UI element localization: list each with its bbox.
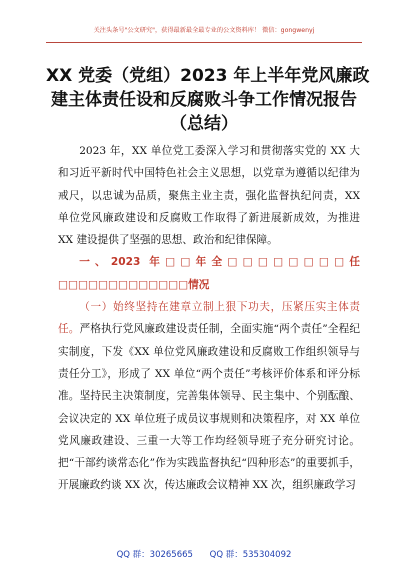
section-heading: 一、2023 年□□年全□□□□□□□□任□□□□□□□□□□□□□情况 [58, 256, 360, 291]
document-title [46, 64, 370, 136]
footer-qq-group-1: QQ 群：30265665 [116, 550, 193, 560]
footer-qq-group-2: QQ 群：535304092 [209, 550, 292, 560]
section-paragraph [58, 296, 360, 497]
header-divider [46, 42, 362, 43]
footer [0, 548, 408, 560]
intro-paragraph: 2023 年，XX 单位党工委深入学习和贯彻落实党的 XX 大和习近平新时代中国特色社会主义思想，以党章为遵循以纪律为戒尺，以忠诚为品质，聚焦主业主责，强化监督执纪问责，XX 单位党风廉政建设和反腐败工作取得了新进展新成效，为推进 XX 建设提供了坚强的思想、政治和纪律保障。 [58, 145, 360, 247]
subheading: （一）始终坚持在建章立制上狠下功夫，压紧压实主体责任。 [58, 301, 360, 336]
header-banner: 关注头条号"公文研究"，获得最新最全最专业的公文资料库！ 微信：gongwenyj [93, 27, 315, 34]
paragraph-text: 严格执行党风廉政建设责任制，全面实施“两个责任”全程纪实制度，下发《XX 单位党风廉政建设和反腐败工作组织领导与责任分工》，形成了 XX 单位“两个责任”考核评价体系和评分标准。坚持民主决策制度，完善集体领导、民主集中、个别酝酿、会议决定的 XX 单位班子成员议事规则和决策程序，对 XX 单位党风廉政建设、三重一大等工作均经领导班子充分研究讨论。把“干部约谈常态化”作为实践监督执纪“四种形态”的重要抓手，开展廉政约谈 XX 次，传达廉政会议精神 XX 次，组织廉政学习 [58, 323, 360, 492]
title-line-2: 建主体责任设和反腐败斗争工作情况报告 [51, 90, 357, 110]
document-body [58, 140, 360, 497]
title-line-1: XX 党委（党组）2023 年上半年党风廉政 [46, 66, 370, 86]
title-line-3: （总结） [170, 114, 238, 134]
